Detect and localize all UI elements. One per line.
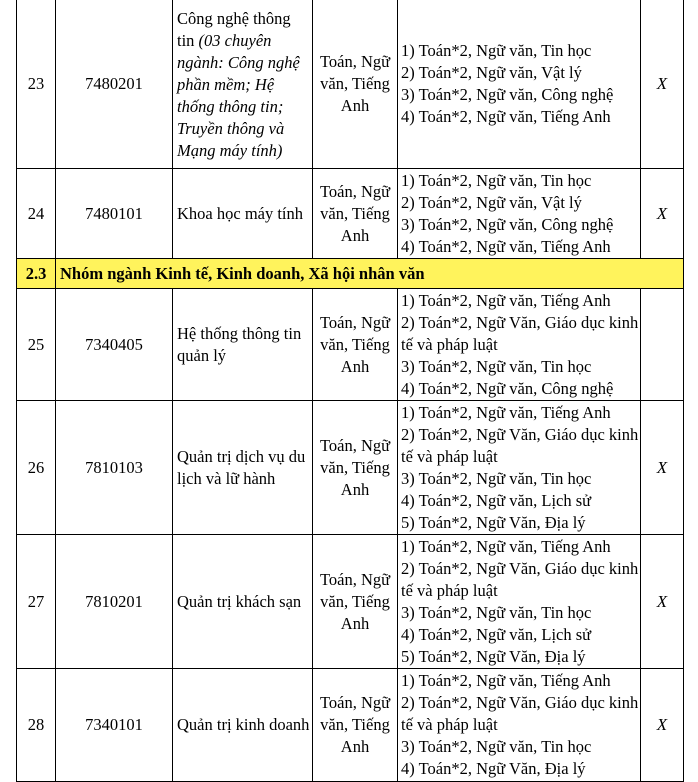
combo-list (398, 535, 641, 669)
row-number: 26 (17, 401, 56, 535)
major-code: 7480201 (56, 0, 173, 169)
row-number: 24 (17, 169, 56, 259)
combo-item: 4) Toán*2, Ngữ văn, Tiếng Anh (401, 107, 611, 126)
mark-x: X (641, 169, 684, 259)
combo-item: 3) Toán*2, Ngữ văn, Công nghệ (401, 214, 614, 234)
combo-item: 4) Toán*2, Ngữ văn, Công nghệ (401, 378, 614, 398)
combo-item: 2) Toán*2, Ngữ Văn, Giáo dục kinh tế và pháp luật (401, 693, 639, 734)
admission-table (16, 0, 684, 782)
combo-list (398, 401, 641, 535)
major-note: (03 chuyên ngành: Công nghệ phần mềm; Hệ thống thông tin; Truyền thông và Mạng máy tính) (177, 31, 300, 160)
major-name (173, 0, 313, 169)
combo-list (398, 669, 641, 782)
mark-x: X (641, 535, 684, 669)
row-number: 23 (17, 0, 56, 169)
mark-x (641, 289, 684, 401)
major-code: 7340101 (56, 669, 173, 782)
major-name: Quản trị dịch vụ du lịch và lữ hành (173, 401, 313, 535)
major-code: 7480101 (56, 169, 173, 259)
combo-item: 1) Toán*2, Ngữ văn, Tiếng Anh (401, 402, 611, 422)
major-title: Công nghệ thông tin (177, 9, 291, 50)
subjects: Toán, Ngữ văn, Tiếng Anh (313, 535, 398, 669)
combo-list (398, 0, 641, 169)
group-number: 2.3 (17, 259, 56, 289)
mark-x: X (641, 0, 684, 169)
combo-item: 2) Toán*2, Ngữ Văn, Giáo dục kinh tế và pháp luật (401, 312, 639, 354)
table-row (17, 401, 684, 535)
combo-item: 1) Toán*2, Ngữ văn, Tin học (401, 170, 592, 190)
major-code: 7340405 (56, 289, 173, 401)
admission-table-page (16, 0, 683, 778)
combo-item: 4) Toán*2, Ngữ Văn, Địa lý (401, 759, 586, 778)
row-number: 27 (17, 535, 56, 669)
subjects: Toán, Ngữ văn, Tiếng Anh (313, 169, 398, 259)
table-row (17, 0, 684, 169)
combo-list (398, 169, 641, 259)
table-row (17, 535, 684, 669)
row-number: 25 (17, 289, 56, 401)
subjects: Toán, Ngữ văn, Tiếng Anh (313, 289, 398, 401)
combo-item: 1) Toán*2, Ngữ văn, Tiếng Anh (401, 290, 611, 310)
combo-item: 3) Toán*2, Ngữ văn, Công nghệ (401, 85, 614, 104)
combo-item: 3) Toán*2, Ngữ văn, Tin học (401, 737, 592, 756)
combo-item: 3) Toán*2, Ngữ văn, Tin học (401, 468, 592, 488)
table-row (17, 669, 684, 782)
combo-item: 4) Toán*2, Ngữ văn, Tiếng Anh (401, 236, 611, 256)
major-code: 7810201 (56, 535, 173, 669)
combo-list (398, 289, 641, 401)
combo-item: 2) Toán*2, Ngữ Văn, Giáo dục kinh tế và pháp luật (401, 558, 639, 600)
combo-item: 4) Toán*2, Ngữ văn, Lịch sử (401, 624, 592, 644)
major-code: 7810103 (56, 401, 173, 535)
combo-item: 1) Toán*2, Ngữ văn, Tiếng Anh (401, 671, 611, 690)
group-header-row (17, 259, 684, 289)
combo-item: 2) Toán*2, Ngữ văn, Vật lý (401, 63, 582, 82)
combo-item: 3) Toán*2, Ngữ văn, Tin học (401, 602, 592, 622)
row-number: 28 (17, 669, 56, 782)
combo-item: 1) Toán*2, Ngữ văn, Tin học (401, 41, 592, 60)
subjects: Toán, Ngữ văn, Tiếng Anh (313, 669, 398, 782)
combo-item: 2) Toán*2, Ngữ văn, Vật lý (401, 192, 582, 212)
major-name: Khoa học máy tính (173, 169, 313, 259)
major-name: Quản trị khách sạn (173, 535, 313, 669)
combo-item: 1) Toán*2, Ngữ văn, Tiếng Anh (401, 536, 611, 556)
combo-item: 5) Toán*2, Ngữ Văn, Địa lý (401, 512, 586, 532)
table-row (17, 289, 684, 401)
major-name: Quản trị kinh doanh (173, 669, 313, 782)
mark-x: X (641, 669, 684, 782)
combo-item: 2) Toán*2, Ngữ Văn, Giáo dục kinh tế và pháp luật (401, 424, 639, 466)
combo-item: 5) Toán*2, Ngữ Văn, Địa lý (401, 646, 586, 666)
major-name: Hệ thống thông tin quản lý (173, 289, 313, 401)
subjects: Toán, Ngữ văn, Tiếng Anh (313, 401, 398, 535)
mark-x: X (641, 401, 684, 535)
group-title: Nhóm ngành Kinh tế, Kinh doanh, Xã hội nhân văn (56, 259, 684, 289)
combo-item: 3) Toán*2, Ngữ văn, Tin học (401, 356, 592, 376)
combo-item: 4) Toán*2, Ngữ văn, Lịch sử (401, 490, 592, 510)
table-row (17, 169, 684, 259)
subjects: Toán, Ngữ văn, Tiếng Anh (313, 0, 398, 169)
